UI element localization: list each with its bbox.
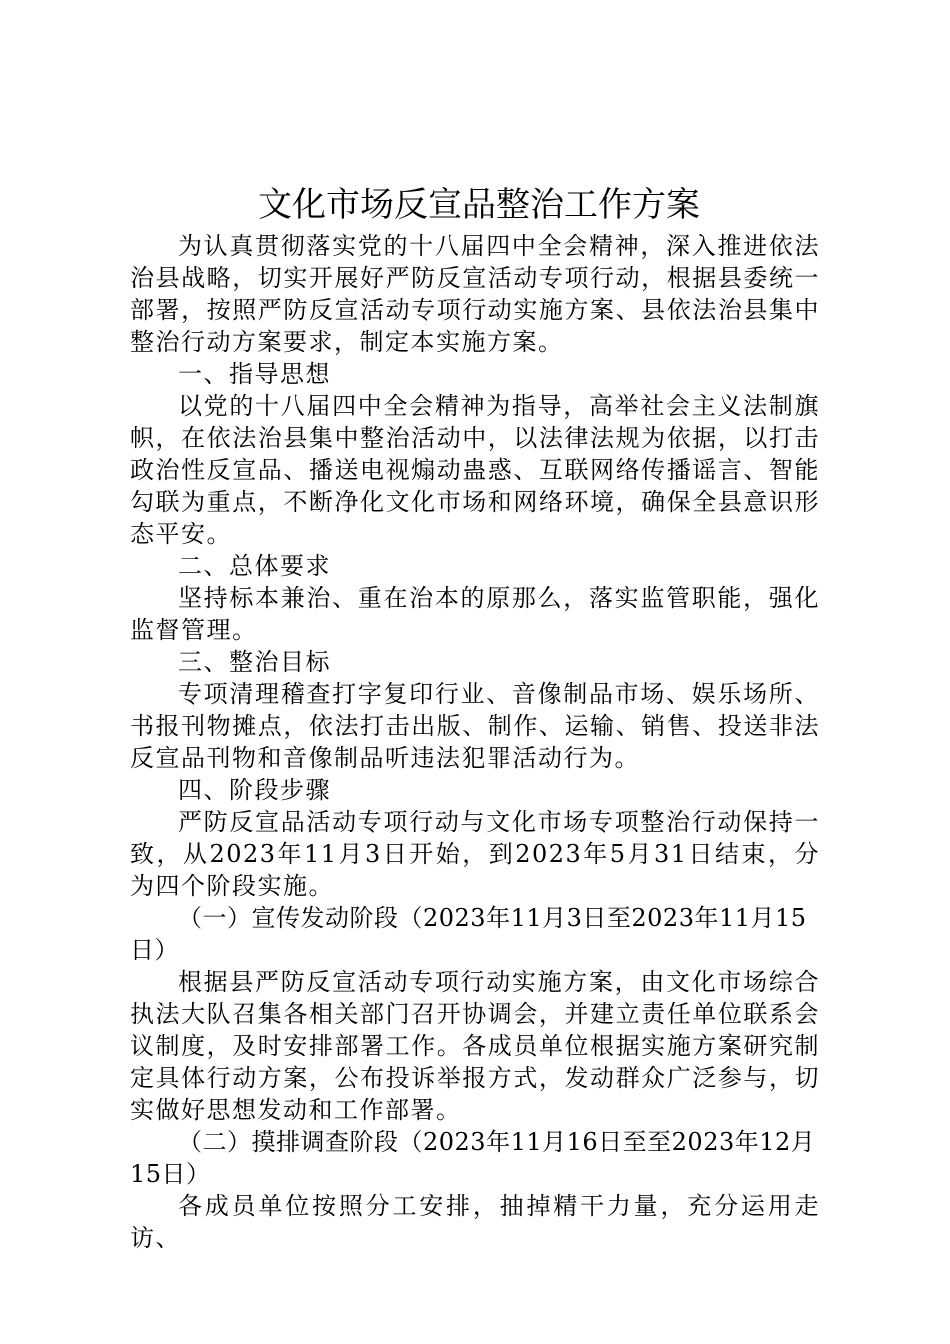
section-heading-rectification-goals: 三、整治目标 <box>178 648 331 676</box>
intro-paragraph: 为认真贯彻落实党的十八届四中全会精神，深入推进依法治县战略，切实开展好严防反宣活动专项行动，根据县委统一部署，按照严防反宣活动专项行动实施方案、县依法治县集中整治行动方案要求，制定本实施方案。 <box>130 232 820 356</box>
phase-heading-investigation: （二）摸排调查阶段（2023年11月16日至至2023年12月15日） <box>130 1128 816 1188</box>
section-body-rectification-goals: 专项清理稽查打字复印行业、音像制品市场、娱乐场所、书报刊物摊点，依法打击出版、制作、运输、销售、投送非法反宣品刊物和音像制品听违法犯罪活动行为。 <box>130 680 820 772</box>
section-body-guiding-ideology: 以党的十八届四中全会精神为指导，高举社会主义法制旗帜，在依法治县集中整治活动中，以法律法规为依据，以打击政治性反宣品、播送电视煽动蛊惑、互联网络传播谣言、智能勾联为重点，不断净化文化市场和网络环境，确保全县意识形态平安。 <box>130 392 820 548</box>
section-body-overall-requirements: 坚持标本兼治、重在治本的原那么，落实监管职能，强化监督管理。 <box>130 584 820 644</box>
section-heading-guiding-ideology: 一、指导思想 <box>178 360 331 388</box>
document-page <box>130 180 820 1254</box>
section-heading-overall-requirements: 二、总体要求 <box>178 552 331 580</box>
document-title: 文化市场反宣品整治工作方案 <box>258 185 700 225</box>
section-heading-stage-steps: 四、阶段步骤 <box>178 776 331 804</box>
phase-heading-publicity: （一）宣传发动阶段（2023年11月3日至2023年11月15日） <box>130 904 807 964</box>
section-body-stage-steps: 严防反宣品活动专项行动与文化市场专项整治行动保持一致，从2023年11月3日开始，到2023年5月31日结束，分为四个阶段实施。 <box>130 808 820 900</box>
phase-body-investigation: 各成员单位按照分工安排，抽掉精干力量，充分运用走访、 <box>130 1192 820 1252</box>
phase-body-publicity: 根据县严防反宣活动专项行动实施方案，由文化市场综合执法大队召集各相关部门召开协调会，并建立责任单位联系会议制度，及时安排部署工作。各成员单位根据实施方案研究制定具体行动方案，公布投诉举报方式，发动群众广泛参与，切实做好思想发动和工作部署。 <box>130 968 820 1124</box>
